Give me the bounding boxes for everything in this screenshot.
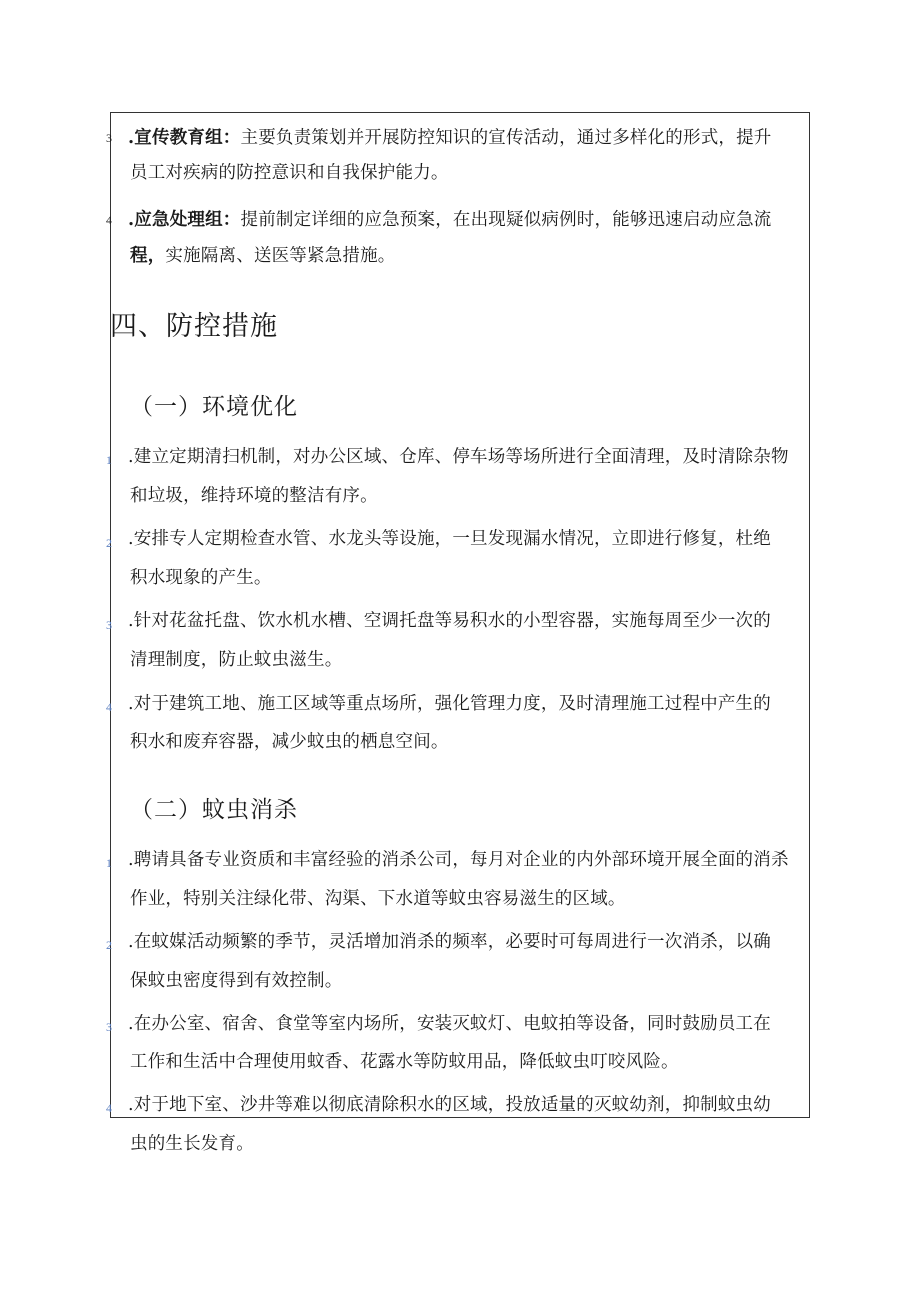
paragraph-line: .在办公室、宿舍、食堂等室内场所，安装灭蚊灯、电蚊拍等设备，同时鼓励员工在: [128, 1014, 771, 1034]
paragraph-line: 保蚊虫密度得到有效控制。: [130, 971, 343, 991]
section-heading: 四、防控措施: [110, 311, 278, 342]
paragraph-line: .在蚊媒活动频繁的季节，灵活增加消杀的频率，必要时可每周进行一次消杀，以确: [128, 932, 771, 952]
paragraph-line: 工作和生活中合理使用蚊香、花露水等防蚊用品，降低蚊虫叮咬风险。: [130, 1052, 679, 1072]
paragraph-line: .对于地下室、沙井等难以彻底清除积水的区域，投放适量的灭蚊幼剂，抑制蚊虫幼: [128, 1095, 771, 1115]
paragraph-line: [128, 118, 818, 158]
paragraph-text: 实施隔离、送医等紧急措施。: [165, 246, 396, 266]
paragraph-line: 清理制度，防止蚊虫滋生。: [130, 650, 343, 670]
item-number: 3: [106, 131, 112, 145]
paragraph-line: [130, 236, 820, 276]
paragraph-line: .建立定期清扫机制，对办公区域、仓库、停车场等场所进行全面清理，及时清除杂物: [128, 447, 789, 467]
item-number: 4: [106, 700, 112, 714]
paragraph-line: .安排专人定期检查水管、水龙头等设施，一旦发现漏水情况，立即进行修复，杜绝: [128, 529, 771, 549]
paragraph-line: 积水和废弃容器，减少蚊虫的栖息空间。: [130, 732, 449, 752]
item-number: 3: [106, 1020, 112, 1034]
paragraph-text: 主要负责策划并开展防控知识的宣传活动，通过多样化的形式，提升: [240, 128, 772, 148]
item-number: 3: [106, 618, 112, 632]
paragraph-line: 和垃圾，维持环境的整洁有序。: [130, 486, 378, 506]
group-label: .应急处理组：: [128, 210, 241, 230]
paragraph-line: 积水现象的产生。: [130, 568, 272, 588]
group-label: .宣传教育组：: [128, 128, 241, 148]
item-number: 1: [106, 453, 112, 467]
bold-text: 程，: [130, 246, 166, 266]
item-number: 2: [106, 536, 112, 550]
subsection-heading: （一）环境优化: [130, 394, 298, 420]
paragraph-line: .聘请具备专业资质和丰富经验的消杀公司，每月对企业的内外部环境开展全面的消杀: [128, 850, 789, 870]
item-number: 4: [106, 213, 112, 227]
paragraph-line: 员工对疾病的防控意识和自我保护能力。: [130, 163, 449, 183]
item-number: 1: [106, 856, 112, 870]
paragraph-line: [128, 200, 818, 240]
paragraph-line: .针对花盆托盘、饮水机水槽、空调托盘等易积水的小型容器，实施每周至少一次的: [128, 611, 771, 631]
paragraph-line: .对于建筑工地、施工区域等重点场所，强化管理力度，及时清理施工过程中产生的: [128, 694, 771, 714]
item-number: 4: [106, 1101, 112, 1115]
subsection-heading: （二）蚊虫消杀: [130, 797, 298, 823]
paragraph-text: 提前制定详细的应急预案，在出现疑似病例时，能够迅速启动应急流: [240, 210, 772, 230]
paragraph-line: 作业，特别关注绿化带、沟渠、下水道等蚊虫容易滋生的区域。: [130, 889, 626, 909]
item-number: 2: [106, 938, 112, 952]
paragraph-line: 虫的生长发育。: [130, 1134, 254, 1154]
